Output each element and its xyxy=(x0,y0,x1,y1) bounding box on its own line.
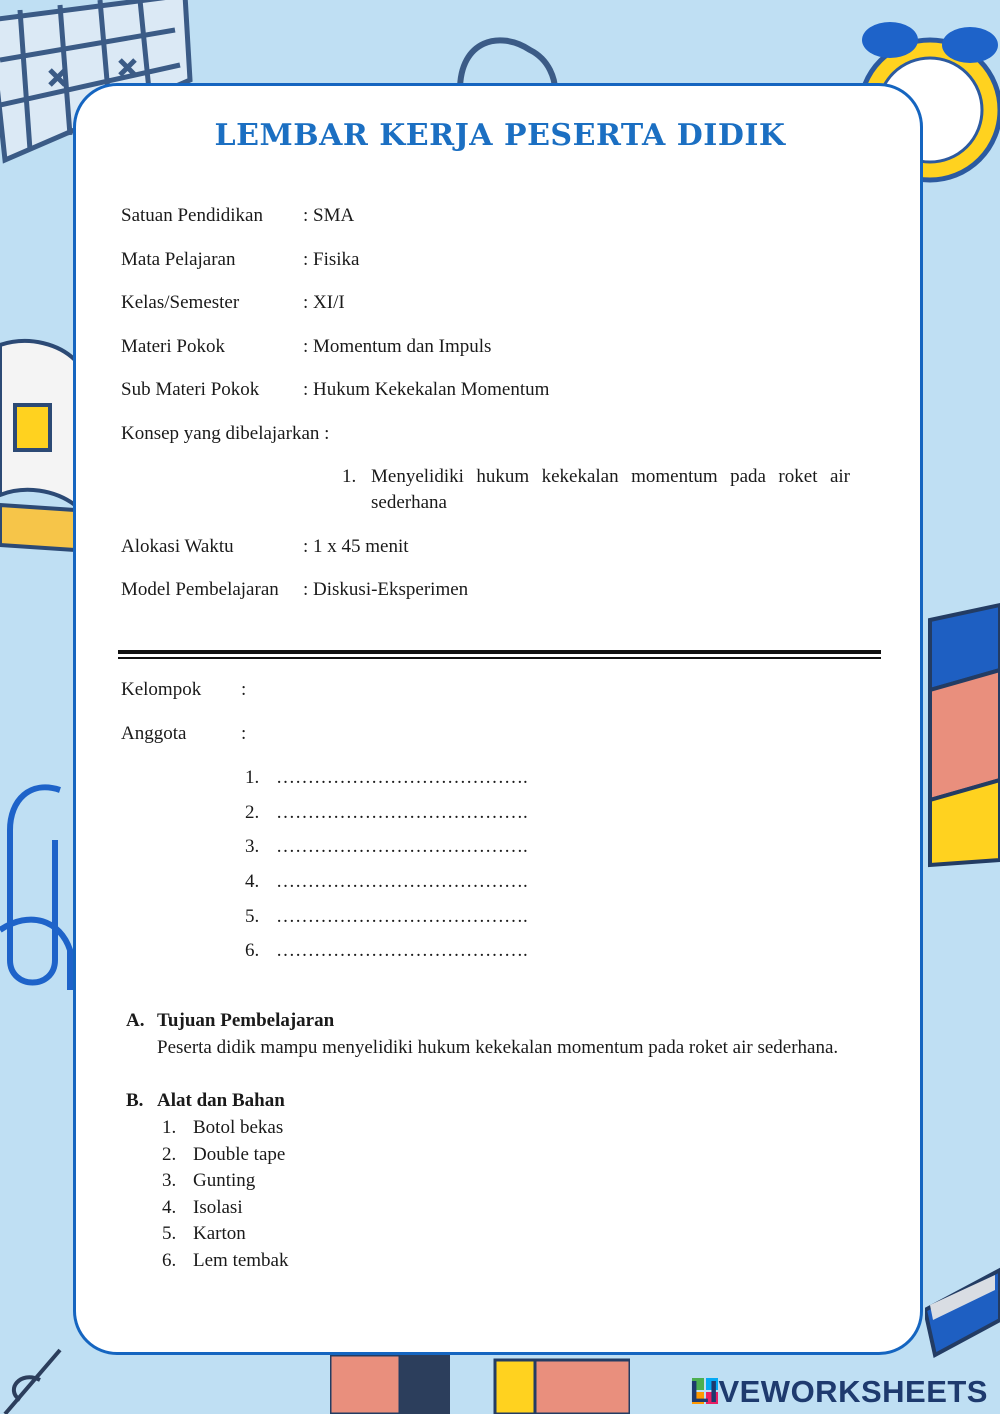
member-blank-line: …………………………………. xyxy=(276,871,528,892)
info-label: Alokasi Waktu xyxy=(121,536,234,557)
info-label: Satuan Pendidikan xyxy=(121,205,263,226)
section-a-heading: Tujuan Pembelajaran xyxy=(157,1010,335,1031)
section-b-letter: B. xyxy=(126,1090,144,1111)
member-number: 3. xyxy=(245,836,260,857)
info-value: : 1 x 45 menit xyxy=(303,536,409,557)
member-number: 2. xyxy=(245,802,260,823)
member-number: 5. xyxy=(245,906,260,927)
member-number: 1. xyxy=(245,767,260,788)
info-value: : Momentum dan Impuls xyxy=(303,336,492,357)
tool-item: Botol bekas xyxy=(193,1117,284,1138)
music-note-doodle-icon xyxy=(0,1330,90,1414)
tool-number: 6. xyxy=(162,1250,177,1271)
tool-number: 1. xyxy=(162,1117,177,1138)
kelompok-colon: : xyxy=(241,679,247,700)
tool-item: Lem tembak xyxy=(193,1250,289,1271)
info-value: : SMA xyxy=(303,205,355,226)
info-label: Kelas/Semester xyxy=(121,292,240,313)
page-title: LEMBAR KERJA PESERTA DIDIK xyxy=(214,118,786,153)
member-number: 6. xyxy=(245,940,260,961)
anggota-colon: : xyxy=(241,723,247,744)
konsep-number: 1. xyxy=(342,466,357,487)
books-bottom-doodle-icon xyxy=(330,1355,630,1414)
info-value: : XI/I xyxy=(303,292,345,313)
tool-item: Double tape xyxy=(193,1144,286,1165)
info-label: Sub Materi Pokok xyxy=(121,379,260,400)
paperclip-doodle-icon xyxy=(0,780,80,1000)
brand-watermark[interactable]: LIVEWORKSHEETS xyxy=(689,1374,988,1409)
kelompok-label: Kelompok xyxy=(121,679,202,700)
konsep-label: Konsep yang dibelajarkan : xyxy=(121,423,330,444)
info-value: : Hukum Kekekalan Momentum xyxy=(303,379,550,400)
tool-item: Karton xyxy=(193,1223,246,1244)
section-a-body: Peserta didik mampu menyelidiki hukum kekekalan momentum pada roket air sederhana. xyxy=(157,1037,839,1058)
info-label: Materi Pokok xyxy=(121,336,225,357)
tool-number: 5. xyxy=(162,1223,177,1244)
info-label: Mata Pelajaran xyxy=(121,249,236,270)
stapler-doodle-icon xyxy=(925,1250,1000,1360)
member-blank-line: …………………………………. xyxy=(276,836,528,857)
book-doodle-left-icon xyxy=(0,335,80,555)
section-a-letter: A. xyxy=(126,1010,145,1031)
member-blank-line: …………………………………. xyxy=(276,802,528,823)
anggota-label: Anggota xyxy=(121,723,187,744)
info-value: : Diskusi-Eksperimen xyxy=(303,579,469,600)
tool-number: 2. xyxy=(162,1144,177,1165)
tool-item: Isolasi xyxy=(193,1197,243,1218)
tool-item: Gunting xyxy=(193,1170,256,1191)
member-blank-line: …………………………………. xyxy=(276,940,528,961)
books-stack-doodle-right-icon xyxy=(925,600,1000,870)
bag-handle-doodle-icon xyxy=(440,30,580,90)
info-label: Model Pembelajaran xyxy=(121,579,279,600)
member-blank-line: …………………………………. xyxy=(276,767,528,788)
konsep-text-line1: Menyelidiki hukum kekekalan momentum pada roket air xyxy=(371,466,850,487)
konsep-text-line2: sederhana xyxy=(371,492,447,513)
member-number: 4. xyxy=(245,871,260,892)
section-b-heading: Alat dan Bahan xyxy=(157,1090,285,1111)
tool-number: 3. xyxy=(162,1170,177,1191)
divider-thick xyxy=(118,650,881,654)
divider-thin xyxy=(118,657,881,659)
member-blank-line: …………………………………. xyxy=(276,906,528,927)
info-value: : Fisika xyxy=(303,249,360,270)
tool-number: 4. xyxy=(162,1197,177,1218)
